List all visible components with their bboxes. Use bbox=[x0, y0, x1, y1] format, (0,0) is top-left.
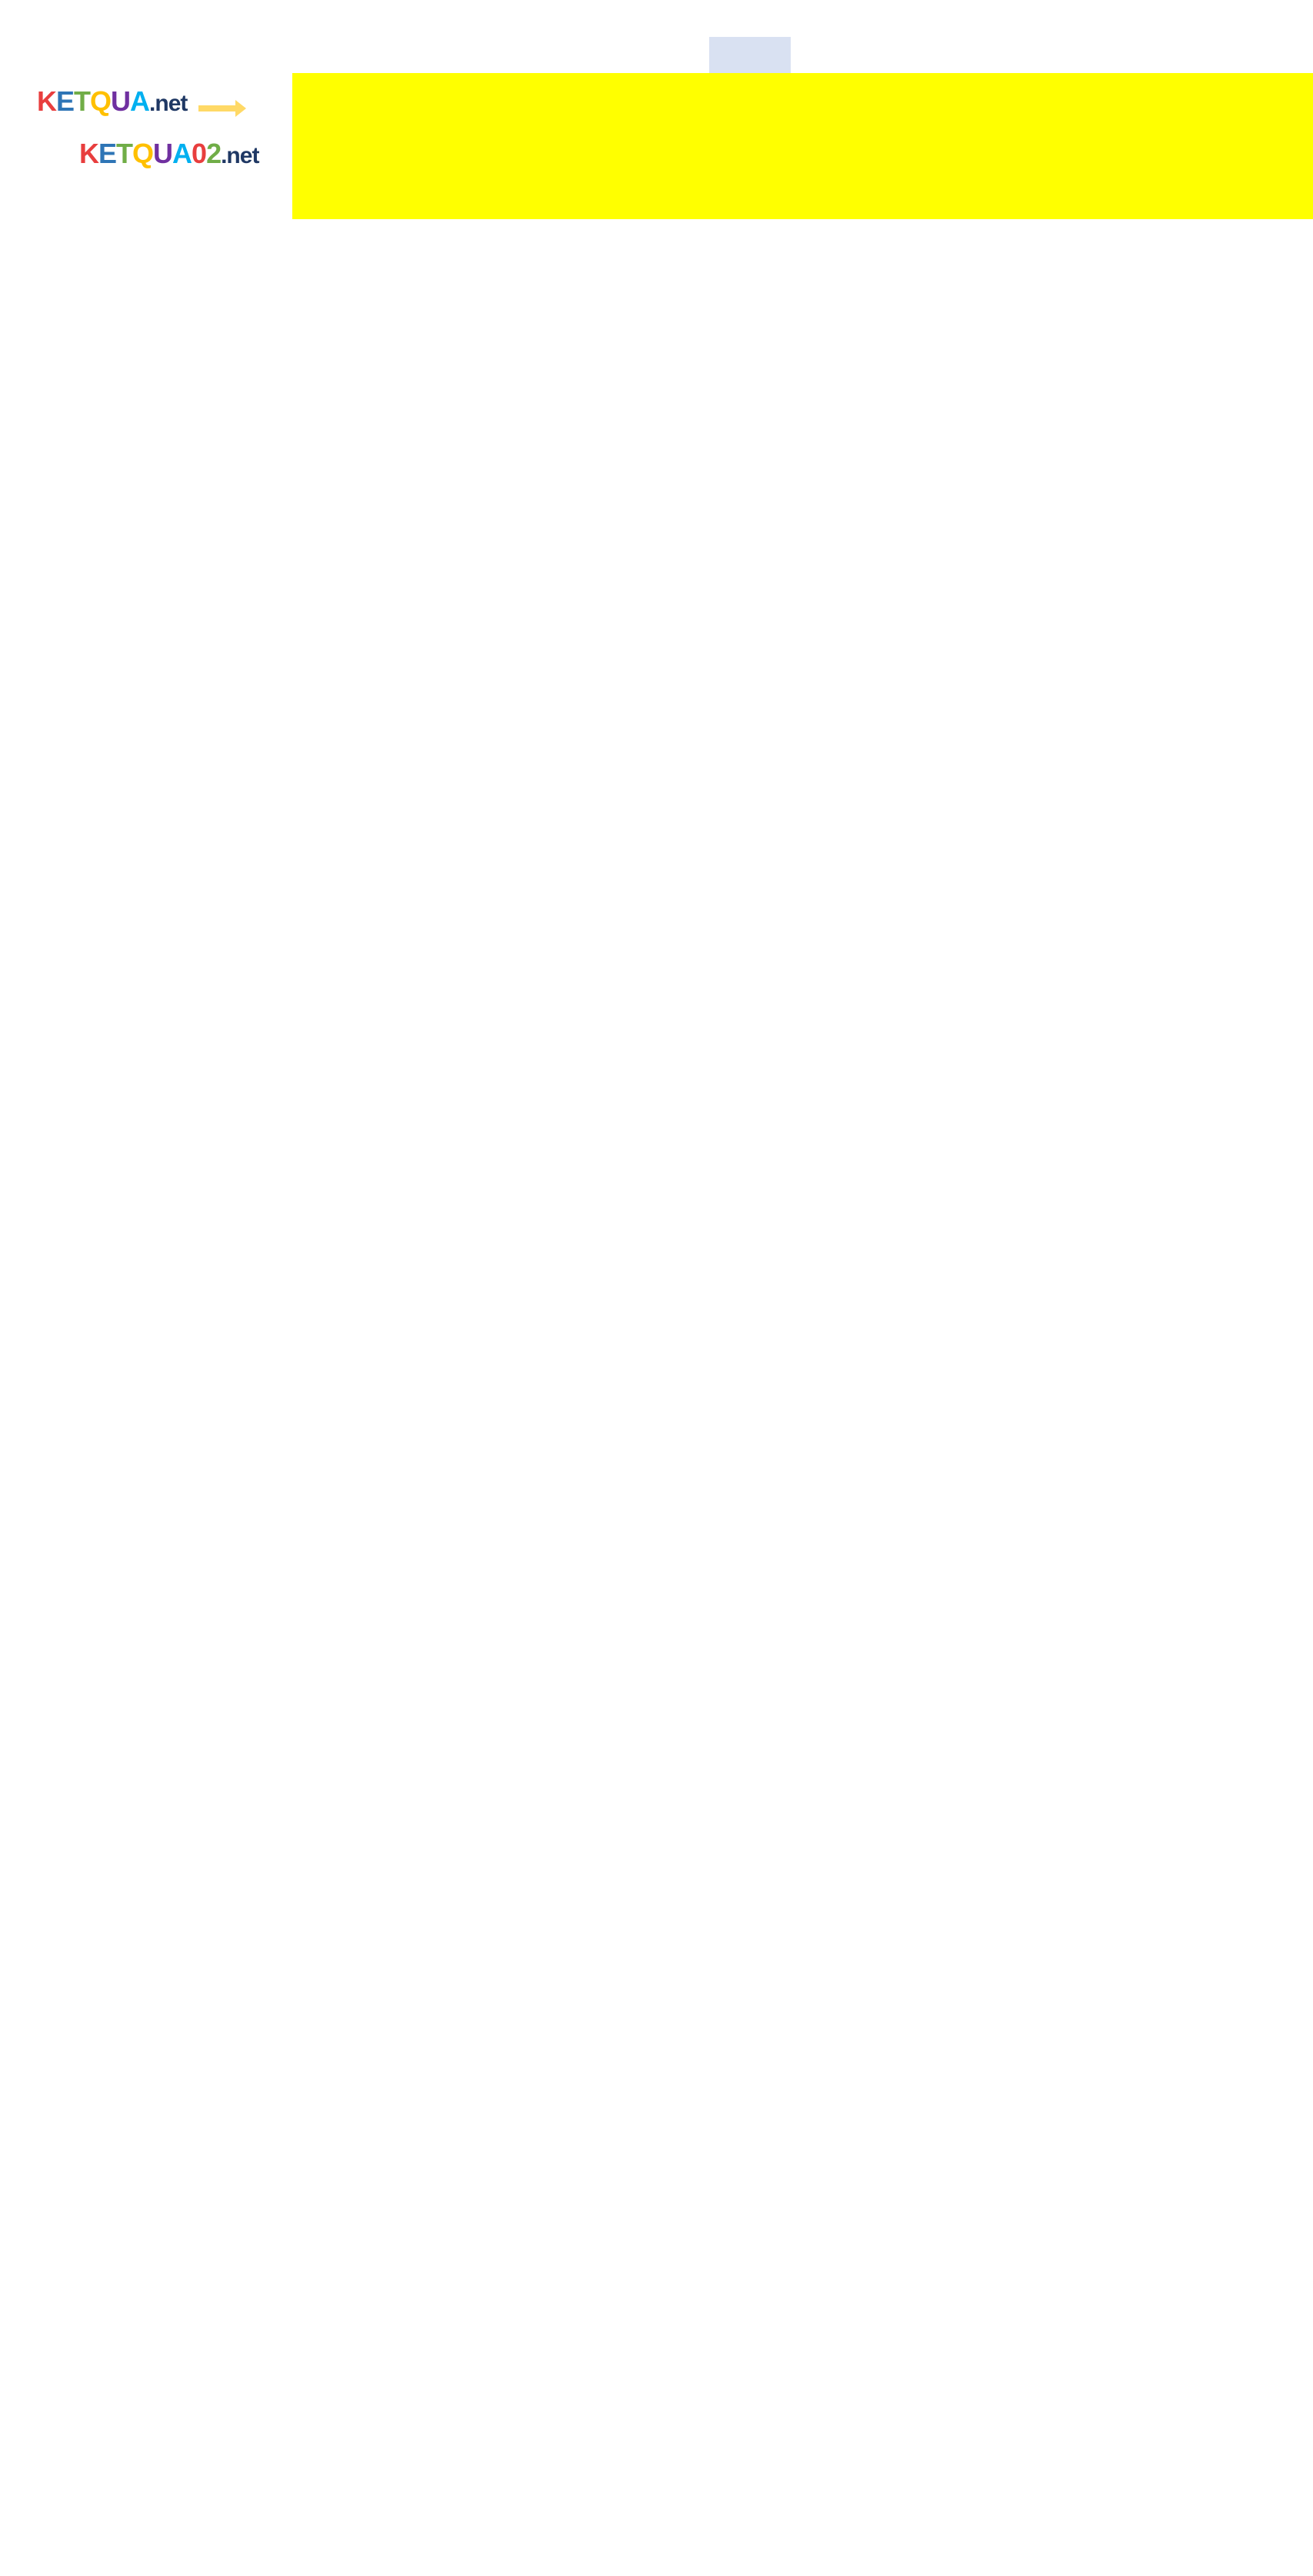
title-banner bbox=[292, 73, 1313, 219]
logo-line1: KETQUA.net bbox=[37, 85, 188, 117]
top-blank-strip bbox=[0, 0, 1313, 37]
logo-line2: KETQUA02.net bbox=[79, 138, 259, 169]
site-logo bbox=[0, 73, 292, 219]
arrow-icon bbox=[198, 105, 237, 111]
highlight-cell bbox=[709, 37, 791, 73]
